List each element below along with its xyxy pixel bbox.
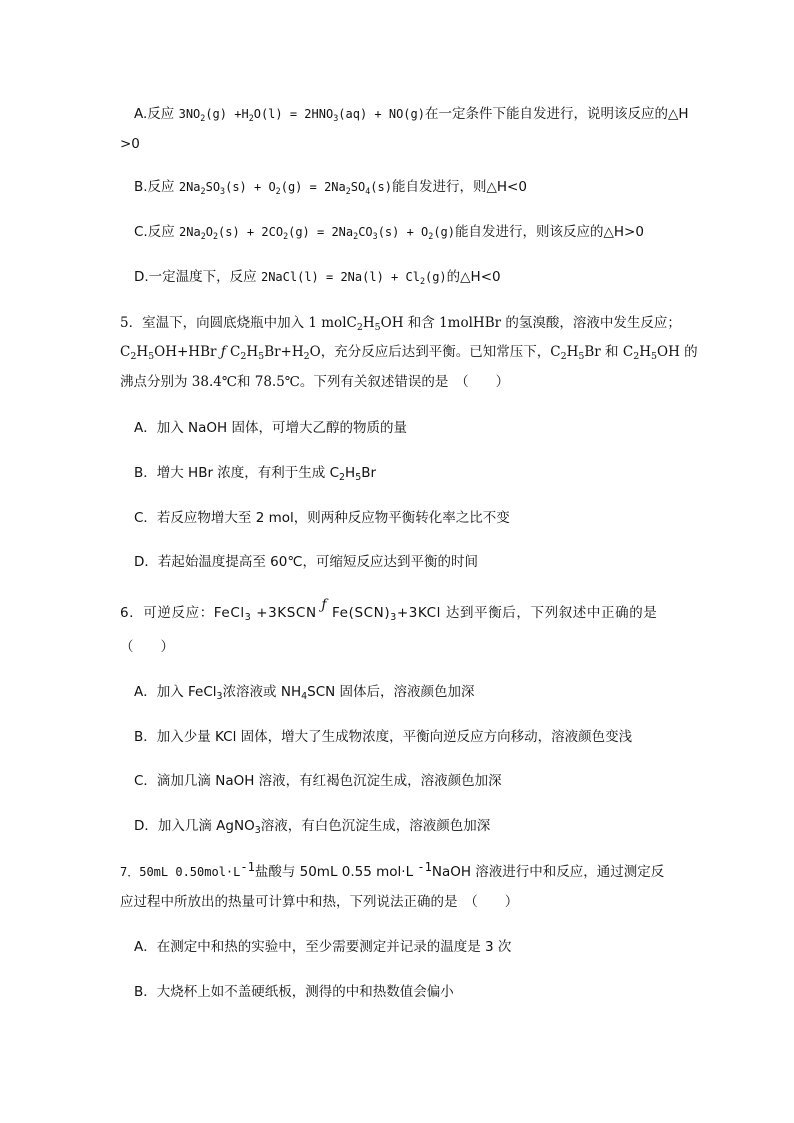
q7-stem-line-2: 应过程中所放出的热量可计算中和热，下列说法正确的是 （ ） bbox=[120, 894, 519, 910]
equilibrium-arrow-icon: ƒ bbox=[321, 597, 328, 613]
q5-stem-line-2: $C_2H_5OH+HBr$ ƒ $C_2H_5Br+H_2O$，充分反应后达到平衡。已知常压下，$C_2H_5Br$ 和 $C_2H_5OH$ 的 bbox=[120, 344, 698, 362]
q5-option-d: D．若起始温度提高至 60℃，可缩短反应达到平衡的时间 bbox=[134, 554, 479, 570]
q5-stem-line-3: 沸点分别为 38.4℃和 78.5℃。下列有关叙述错误的是 （ ） bbox=[120, 374, 510, 390]
q4-option-d: D.一定温度下，反应 2NaCl(l) = $2Na(l) + Cl_2(g)$的△H<0 bbox=[134, 269, 501, 286]
q5-option-c: C．若反应物增大至 2 mol，则两种反应物平衡转化率之比不变 bbox=[134, 510, 510, 526]
q5-stem-line-1: 5．室温下，向圆底烧瓶中加入 1 $molC_2H_5OH$ 和含 1molHBr 的氢溴酸，溶液中发生反应； bbox=[120, 315, 681, 333]
q7-option-b: B．大烧杯上如不盖硬纸板，测得的中和热数值会偏小 bbox=[134, 984, 454, 1000]
q4-d-equation: 2NaCl(l) = $2Na(l) + Cl_2(g)$ bbox=[260, 270, 447, 286]
q6-option-b: B．加入少量 KCl 固体，增大了生成物浓度，平衡向逆反应方向移动，溶液颜色变浅 bbox=[134, 729, 633, 745]
q6-option-d: D．加入几滴 AgNO$_3$溶液，有白色沉淀生成，溶液颜色加深 bbox=[134, 818, 491, 836]
q4-b-equation: $2Na_2SO_3(s) + O_2(g) = 2Na_2SO_4(s)$ bbox=[178, 180, 392, 196]
q6-stem-line-2: （ ） bbox=[120, 639, 174, 655]
q7-stem-line-1: 7．50mL $0.50mol\cdot L^{-1}$盐酸与 50mL 0.55 mol·L $^{-1}$NaOH 溶液进行中和反应，通过测定反 bbox=[120, 860, 665, 880]
q4-a-equation: $3NO_2(g) +H_2O(l) = 2HNO_3(aq) + NO(g)$ bbox=[178, 107, 425, 123]
q4-c-equation: $2Na_2O_2(s) + 2CO_2(g) = 2Na_2CO_3(s) + O_2(g)$ bbox=[179, 225, 455, 241]
q5-option-a: A．加入 NaOH 固体，可增大乙醇的物质的量 bbox=[134, 420, 407, 436]
q5-option-b: B．增大 HBr 浓度，有利于生成 $C_2H_5Br$ bbox=[134, 465, 377, 483]
equilibrium-arrow-icon: ƒ bbox=[220, 344, 226, 360]
q6-option-c: C．滴加几滴 NaOH 溶液，有红褐色沉淀生成，溶液颜色加深 bbox=[134, 773, 502, 789]
q6-stem-line-1: 6．可逆反应：FeCl$_3$ +3KSCN ƒ $Fe(SCN)_3+3KCl$ 达到平衡后，下列叙述中正确的是 bbox=[120, 597, 658, 623]
q4-option-c: C.反应 $2Na_2O_2(s) + 2CO_2(g) = 2Na_2CO_3(s) + O_2(g)$能自发进行，则该反应的△H>0 bbox=[134, 224, 644, 241]
q6-option-a: A．加入 FeCl$_3$浓溶液或 $NH_4SCN$ 固体后，溶液颜色加深 bbox=[134, 684, 475, 702]
q4-option-a-continued: >0 bbox=[120, 136, 140, 152]
q7-option-a: A．在测定中和热的实验中，至少需要测定并记录的温度是 3 次 bbox=[134, 939, 512, 955]
q4-option-b: B.反应 $2Na_2SO_3(s) + O_2(g) = 2Na_2SO_4(s)$能自发进行，则△H<0 bbox=[134, 179, 527, 196]
q4-option-a: A.反应 $3NO_2(g) +H_2O(l) = 2HNO_3(aq) + NO(g)$在一定条件下能自发进行，说明该反应的△H bbox=[134, 106, 689, 123]
